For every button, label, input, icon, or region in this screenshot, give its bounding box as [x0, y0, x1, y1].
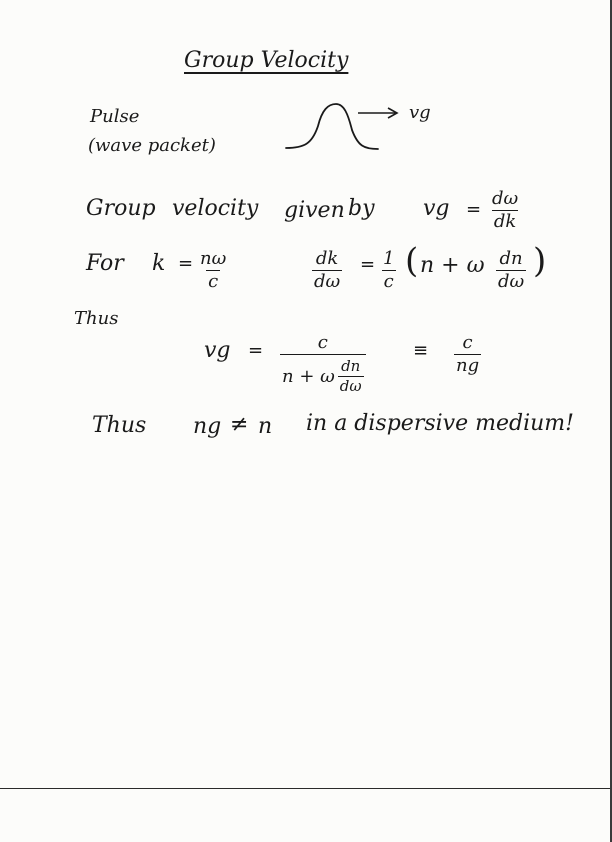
ng-symbol: ng	[193, 414, 222, 439]
by-word: by	[348, 196, 375, 221]
page-title	[184, 50, 348, 72]
nested-dn: dn	[341, 357, 361, 375]
velocity-word: velocity	[172, 196, 259, 221]
not-equal-sign: ≠	[230, 412, 249, 437]
nested-dw: dω	[339, 377, 362, 395]
conclusion-text: in a dispersive medium!	[306, 411, 574, 436]
dk-numerator: dk	[315, 248, 339, 269]
thus-word-1: Thus	[74, 308, 119, 329]
c-denominator: c	[208, 271, 219, 292]
equals-1: =	[466, 199, 482, 220]
vg-lhs-1: vg	[423, 196, 450, 221]
c-over-ng	[454, 334, 481, 375]
dw-denominator: dω	[314, 271, 341, 292]
thus-word-2: Thus	[92, 413, 147, 438]
dk-dw-fraction	[312, 250, 342, 291]
c-numerator-2: c	[462, 332, 473, 353]
for-word: For	[86, 251, 124, 276]
pulse-sketch	[282, 96, 407, 156]
left-paren: (	[405, 241, 419, 281]
dw-denominator-2: dω	[498, 271, 525, 292]
dk-denominator: dk	[493, 211, 517, 232]
vg-symbol: vg	[409, 102, 431, 123]
pulse-curve	[286, 104, 378, 149]
equiv-sign: ≡	[413, 340, 429, 361]
group-velocity-fraction	[280, 334, 366, 394]
equals-4: =	[248, 340, 264, 361]
title-text: Group Velocity	[184, 48, 349, 73]
nested-dn-dw	[338, 359, 364, 394]
group-word: Group	[86, 196, 156, 221]
c-denominator-2: c	[383, 271, 394, 292]
dw-dk-fraction	[490, 190, 520, 231]
c-numerator: c	[317, 332, 328, 353]
right-paren: )	[533, 241, 547, 281]
one-numerator: 1	[383, 248, 395, 269]
page-bottom-edge	[0, 788, 612, 789]
equals-3: =	[360, 254, 376, 275]
dw-numerator: dω	[492, 188, 519, 209]
pulse-label: Pulse	[90, 106, 140, 127]
given-word: given	[284, 198, 345, 223]
dn-numerator: dn	[499, 248, 523, 269]
dn-dw-fraction	[496, 250, 526, 291]
nw-over-c	[198, 250, 228, 291]
equals-2: =	[178, 253, 194, 274]
n-symbol: n	[258, 414, 273, 439]
one-over-c	[381, 250, 396, 291]
n-plus-w-dn-dw-denominator	[280, 354, 366, 394]
vg-lhs-3: vg	[204, 338, 231, 363]
n-plus-w: n + ω	[420, 253, 485, 278]
ng-denominator: ng	[456, 355, 480, 376]
wave-packet-label: (wave packet)	[88, 135, 216, 156]
k-symbol: k	[152, 251, 166, 276]
n-plus-w-text: n + ω	[282, 365, 335, 387]
nw-numerator: nω	[200, 248, 227, 269]
